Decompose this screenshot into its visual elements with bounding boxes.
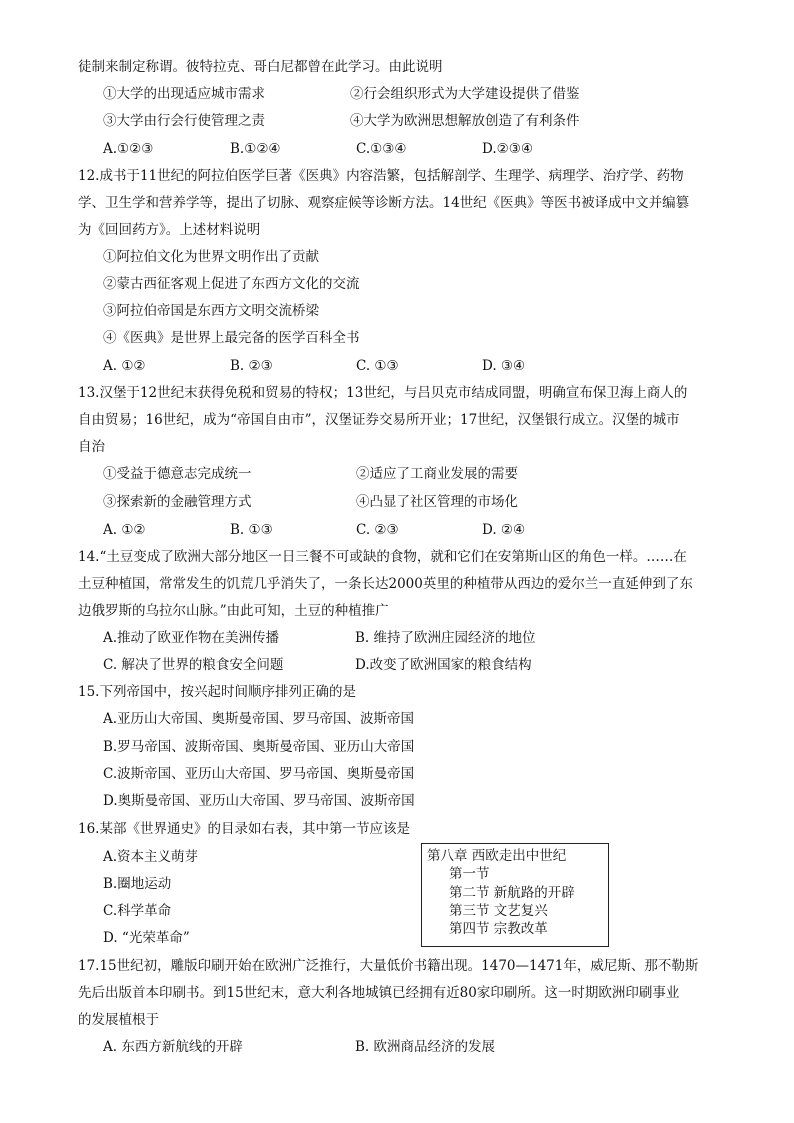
q12-option-a: A. ①② xyxy=(103,358,146,374)
q11-option-c: C.①③④ xyxy=(356,141,407,157)
q12-option-c: C. ①③ xyxy=(356,358,399,374)
q17-stem-line-2: 先后出版首本印刷书。到15世纪末，意大利各地城镇已经拥有近80家印刷所。这一时期欧洲印刷事业 xyxy=(78,985,680,1001)
q17-stem-line-1: 17.15世纪初，雕版印刷开始在欧洲广泛推行，大量低价书籍出现。1470—1471年，威尼斯、那不勒斯 xyxy=(78,958,699,974)
q16-option-d: D. “光荣革命” xyxy=(103,930,190,946)
q12-option-b: B. ②③ xyxy=(230,358,273,374)
q11-statement-2: ②行会组织形式为大学建设提供了借鉴 xyxy=(350,86,580,102)
q14-stem-line-1: 14.“土豆变成了欧洲大部分地区一日三餐不可或缺的食物，就和它们在安第斯山区的角色一样。……在 xyxy=(78,549,687,565)
q12-stem-line-3: 为《回回药方》。上述材料说明 xyxy=(78,222,261,238)
q15-option-b: B.罗马帝国、波斯帝国、奥斯曼帝国、亚历山大帝国 xyxy=(103,739,415,755)
q11-statement-3: ③大学由行会行使管理之责 xyxy=(103,113,265,129)
q11-option-a: A.①②③ xyxy=(103,141,154,157)
q15-option-c: C.波斯帝国、亚历山大帝国、罗马帝国、奥斯曼帝国 xyxy=(103,766,415,782)
q14-option-a: A.推动了欧亚作物在美洲传播 xyxy=(103,630,280,646)
q13-statement-2: ②适应了工商业发展的需要 xyxy=(356,466,518,482)
toc-section-4: 第四节 宗教改革 xyxy=(449,921,548,937)
q11-statement-1: ①大学的出现适应城市需求 xyxy=(103,86,265,102)
q12-statement-1: ①阿拉伯文化为世界文明作出了贡献 xyxy=(103,249,319,265)
toc-section-3: 第三节 文艺复兴 xyxy=(449,903,548,919)
q15-stem: 15.下列帝国中，按兴起时间顺序排列正确的是 xyxy=(78,684,356,700)
table-of-contents-box xyxy=(421,843,609,947)
toc-section-1: 第一节 xyxy=(449,866,490,882)
q16-option-c: C.科学革命 xyxy=(103,903,172,919)
q14-option-b: B. 维持了欧洲庄园经济的地位 xyxy=(355,630,536,646)
q13-statement-3: ③探索新的金融管理方式 xyxy=(103,494,252,510)
q16-option-b: B.圈地运动 xyxy=(103,876,172,892)
q12-option-d: D. ③④ xyxy=(482,358,526,374)
q11-stem-continuation: 徒制来制定称谓。彼特拉克、哥白尼都曾在此学习。由此说明 xyxy=(78,59,443,75)
q14-stem-line-2: 土豆种植国，常常发生的饥荒几乎消失了，一条长达2000英里的种植带从西边的爱尔兰一直延伸到了东 xyxy=(78,576,693,592)
q12-statement-3: ③阿拉伯帝国是东西方文明交流桥梁 xyxy=(103,303,319,319)
q11-statement-4: ④大学为欧洲思想解放创造了有利条件 xyxy=(350,113,580,129)
q13-stem-line-1: 13.汉堡于12世纪末获得免税和贸易的特权；13世纪，与吕贝克市结成同盟，明确宣布保卫海上商人的 xyxy=(78,385,688,401)
q12-stem-line-1: 12.成书于11世纪的阿拉伯医学巨著《医典》内容浩繁，包括解剖学、生理学、病理学、治疗学、药物 xyxy=(78,168,684,184)
q16-stem: 16.某部《世界通史》的目录如右表，其中第一节应该是 xyxy=(78,821,410,837)
q13-stem-line-3: 自治 xyxy=(78,439,105,455)
q11-option-d: D.②③④ xyxy=(482,141,533,157)
q17-option-a: A. 东西方新航线的开辟 xyxy=(103,1039,243,1055)
q13-statement-4: ④凸显了社区管理的市场化 xyxy=(356,494,518,510)
q17-option-b: B. 欧洲商品经济的发展 xyxy=(355,1039,496,1055)
q13-option-b: B. ①③ xyxy=(230,522,273,538)
q14-stem-line-3: 边俄罗斯的乌拉尔山脉。”由此可知，土豆的种植推广 xyxy=(78,603,389,619)
q12-statement-2: ②蒙古西征客观上促进了东西方文化的交流 xyxy=(103,276,360,292)
q11-option-b: B.①②④ xyxy=(230,141,281,157)
q17-stem-line-3: 的发展植根于 xyxy=(78,1012,159,1028)
q13-option-a: A. ①② xyxy=(103,522,146,538)
q13-stem-line-2: 自由贸易；16世纪，成为“帝国自由市”，汉堡证券交易所开业；17世纪，汉堡银行成立。汉堡的城市 xyxy=(78,412,680,428)
q13-option-c: C. ②③ xyxy=(356,522,399,538)
q15-option-d: D.奥斯曼帝国、亚历山大帝国、罗马帝国、波斯帝国 xyxy=(103,793,415,809)
toc-chapter-title: 第八章 西欧走出中世纪 xyxy=(427,848,567,864)
q13-statement-1: ①受益于德意志完成统一 xyxy=(103,466,252,482)
q12-stem-line-2: 学、卫生学和营养学等，提出了切脉、观察症候等诊断方法。14世纪《医典》等医书被译成中文并编篡 xyxy=(78,195,690,211)
toc-section-2: 第二节 新航路的开辟 xyxy=(449,885,575,901)
q16-option-a: A.资本主义萌芽 xyxy=(103,849,199,865)
q13-option-d: D. ②④ xyxy=(482,522,526,538)
q15-option-a: A.亚历山大帝国、奥斯曼帝国、罗马帝国、波斯帝国 xyxy=(103,711,415,727)
q14-option-d: D.改变了欧洲国家的粮食结构 xyxy=(355,657,532,673)
q14-option-c: C. 解决了世界的粮食安全问题 xyxy=(103,657,284,673)
q12-statement-4: ④《医典》是世界上最完备的医学百科全书 xyxy=(103,330,360,346)
